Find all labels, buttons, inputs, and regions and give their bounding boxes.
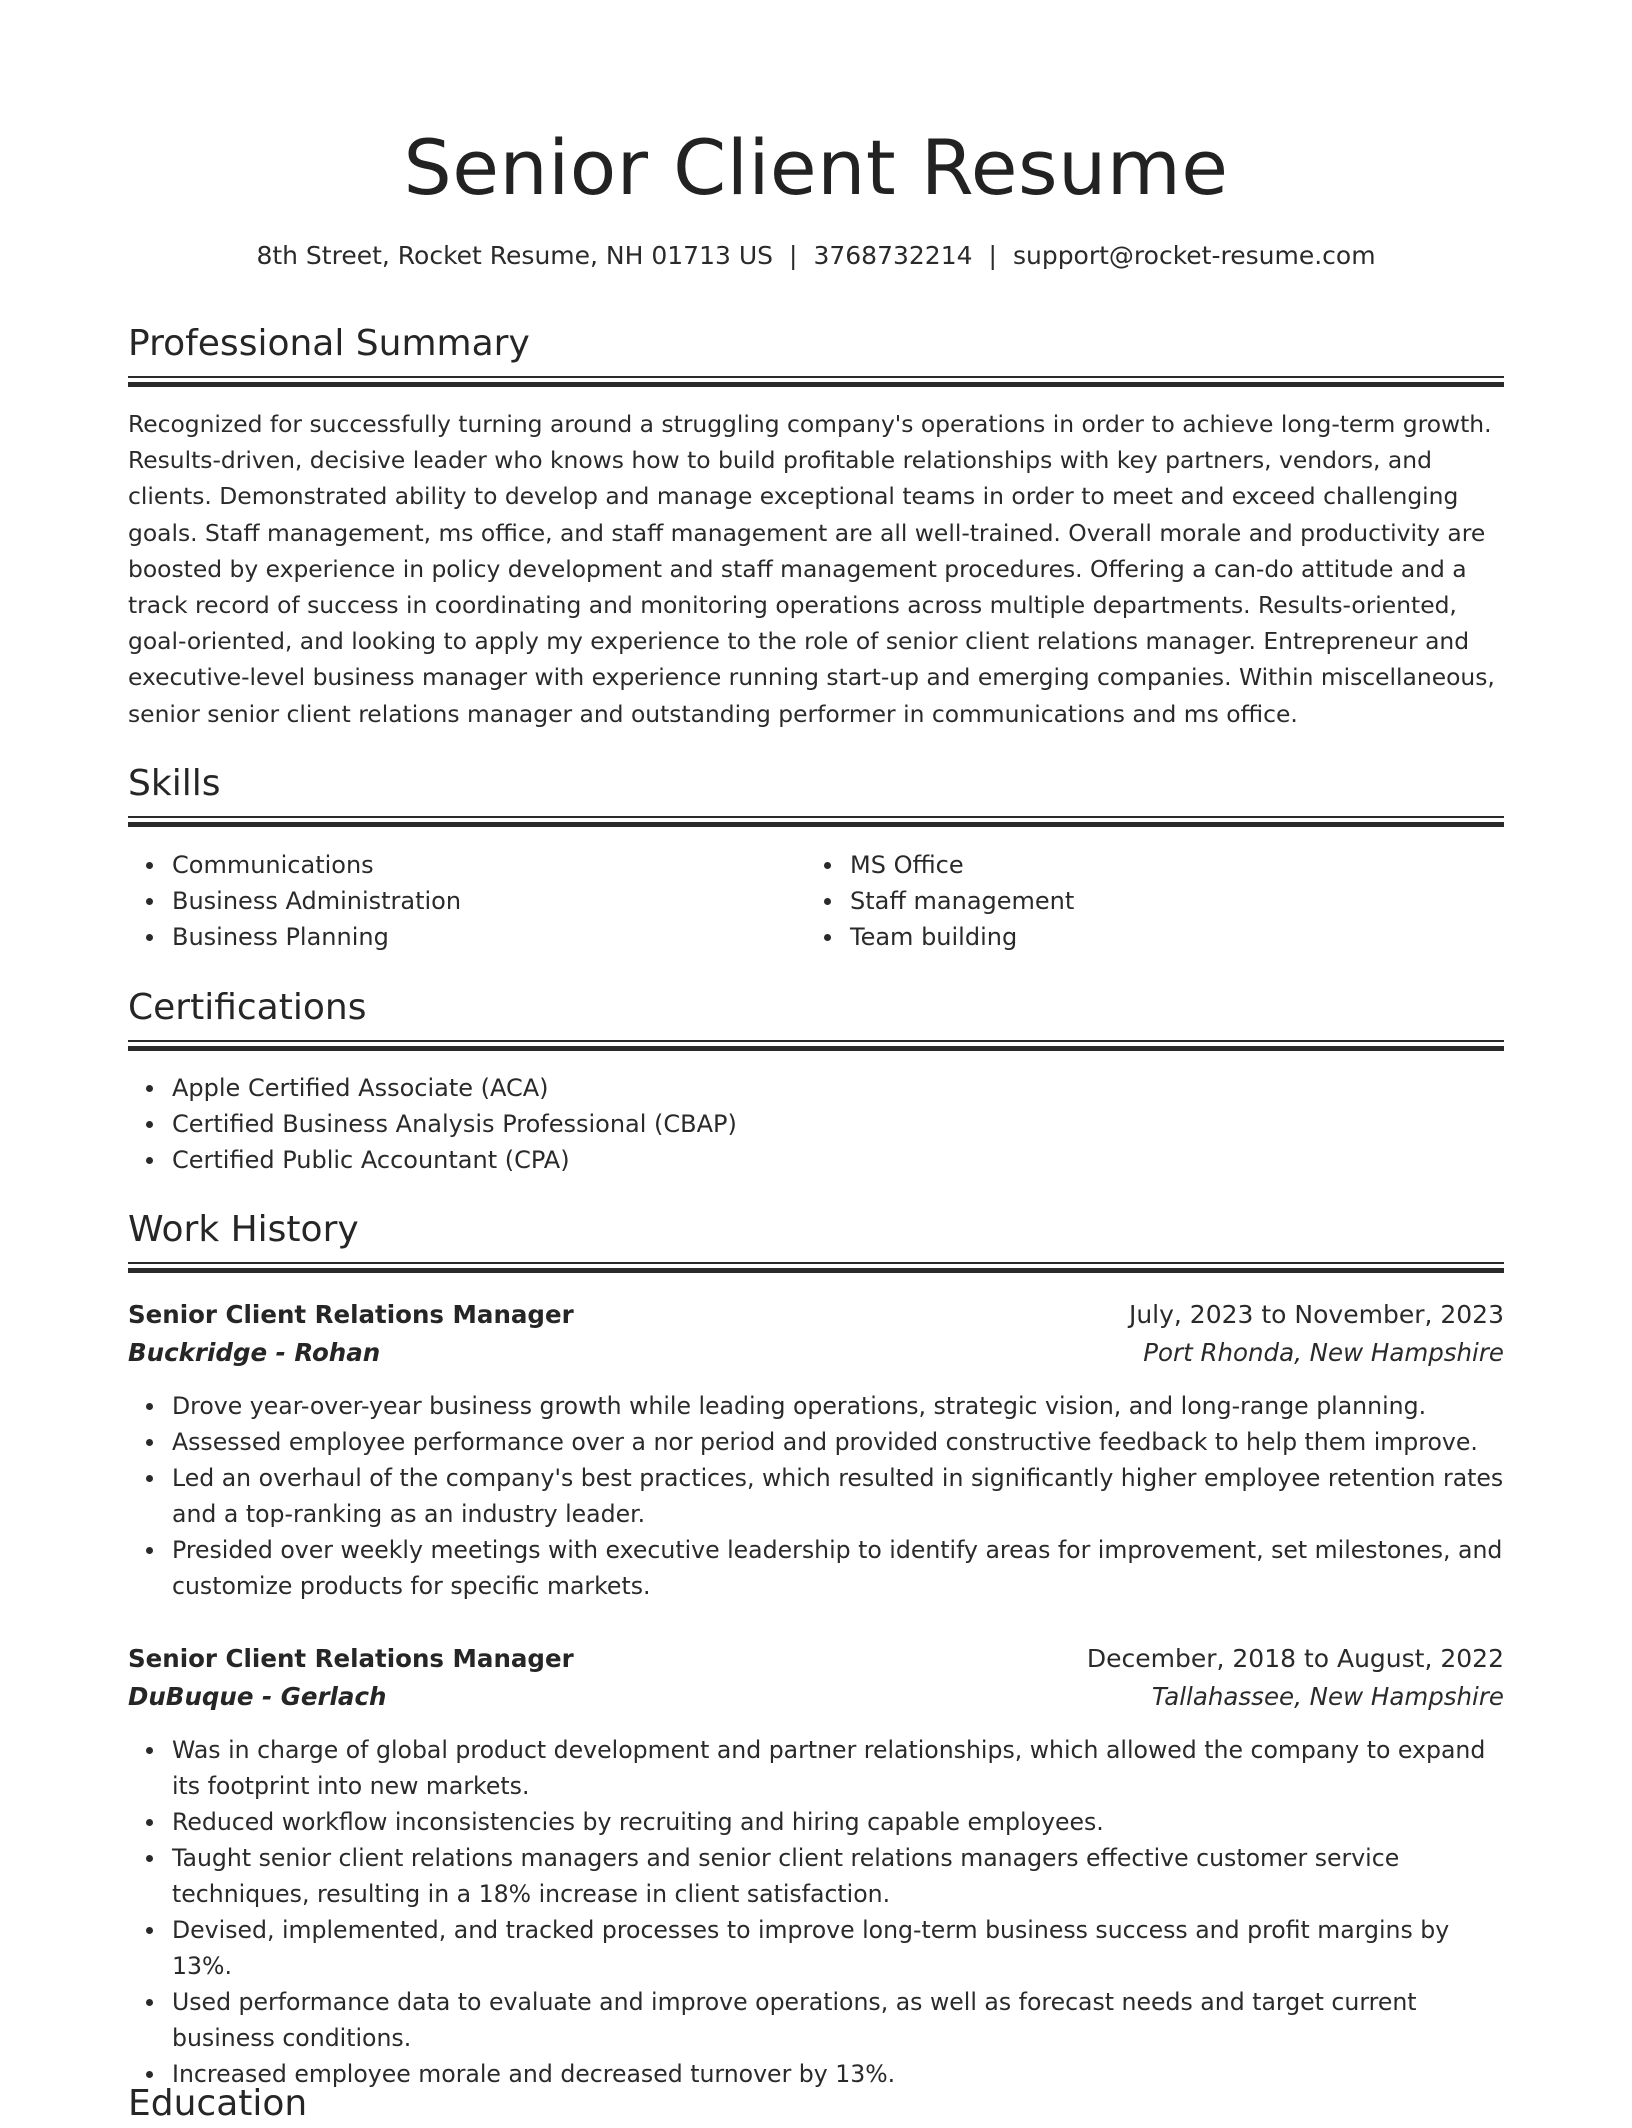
job-header bbox=[128, 1640, 1504, 1678]
skill-item: Staff management bbox=[850, 883, 1490, 919]
job-dates: July, 2023 to November, 2023 bbox=[1128, 1300, 1504, 1329]
section-divider bbox=[128, 1040, 1504, 1052]
job-location: Tallahassee, New Hampshire bbox=[1151, 1682, 1504, 1711]
resume-title: Senior Client Resume bbox=[403, 123, 1229, 212]
job-title: Senior Client Relations Manager bbox=[128, 1644, 574, 1673]
summary-text: Recognized for successfully turning around a struggling company's operations in order to achieve long-term growth. Results-driven, decisive leader who knows how to build profitable relationships with key partners, vendors, and clients. Demonstrated ability to develop and manage exceptional teams in order to meet and exceed challenging goals. Staff management, ms office, and staff management are all well-trained. Overall morale and productivity are boosted by experience in policy development and staff management procedures. Offering a can-do attitude and a track record of success in coordinating and monitoring operations across multiple departments. Results-oriented, goal-oriented, and looking to apply my experience to the role of senior client relations manager. Entrepreneur and executive-level business manager with experience running start-up and emerging companies. Within miscellaneous, senior senior client relations manager and outstanding performer in communications and ms office. bbox=[128, 410, 1495, 728]
job-company: DuBuque - Gerlach bbox=[128, 1682, 387, 1711]
section-title-summary: Professional Summary bbox=[128, 323, 530, 364]
contact-separator: | bbox=[789, 241, 798, 270]
contact-email[interactable]: support@rocket-resume.com bbox=[1012, 241, 1376, 270]
contact-separator: | bbox=[988, 241, 997, 270]
job-bullet: Drove year-over-year business growth while leading operations, strategic vision, and long-range planning. bbox=[172, 1388, 1504, 1424]
section-title-work-history: Work History bbox=[128, 1209, 359, 1250]
contact-address: 8th Street, Rocket Resume, NH 01713 US bbox=[256, 241, 774, 270]
job-header bbox=[128, 1296, 1504, 1334]
job-subheader bbox=[128, 1678, 1504, 1716]
job-bullet: Devised, implemented, and tracked processes to improve long-term business success and profit margins by 13%. bbox=[172, 1912, 1504, 1984]
skills-list-right bbox=[806, 847, 1490, 955]
skill-item: Business Administration bbox=[172, 883, 792, 919]
job-bullet: Assessed employee performance over a nor period and provided constructive feedback to help them improve. bbox=[172, 1424, 1504, 1460]
certification-item: Certified Public Accountant (CPA) bbox=[172, 1142, 1504, 1178]
section-divider bbox=[128, 816, 1504, 828]
job-company: Buckridge - Rohan bbox=[128, 1338, 381, 1367]
job-location: Port Rhonda, New Hampshire bbox=[1143, 1338, 1504, 1367]
job-bullet: Presided over weekly meetings with executive leadership to identify areas for improvement, set milestones, and customize products for specific markets. bbox=[172, 1532, 1504, 1604]
job-title: Senior Client Relations Manager bbox=[128, 1300, 574, 1329]
contact-phone: 3768732214 bbox=[813, 241, 973, 270]
job-bullets bbox=[128, 1388, 1504, 1604]
resume-page bbox=[128, 0, 1504, 2124]
section-title-certifications: Certifications bbox=[128, 987, 367, 1028]
skill-item: Communications bbox=[172, 847, 792, 883]
skill-item: MS Office bbox=[850, 847, 1490, 883]
section-title-skills: Skills bbox=[128, 763, 221, 804]
certification-item: Apple Certified Associate (ACA) bbox=[172, 1070, 1504, 1106]
job-bullet: Reduced workflow inconsistencies by recruiting and hiring capable employees. bbox=[172, 1804, 1504, 1840]
job-bullet: Was in charge of global product development and partner relationships, which allowed the company to expand its footprint into new markets. bbox=[172, 1732, 1504, 1804]
contact-line bbox=[128, 238, 1504, 274]
skill-item: Business Planning bbox=[172, 919, 792, 955]
section-divider bbox=[128, 376, 1504, 388]
section-title-education: Education bbox=[128, 2083, 308, 2124]
job-bullet: Used performance data to evaluate and improve operations, as well as forecast needs and target current business conditions. bbox=[172, 1984, 1504, 2056]
certifications-list bbox=[128, 1070, 1504, 1178]
job-subheader bbox=[128, 1334, 1504, 1372]
section-divider bbox=[128, 1262, 1504, 1274]
job-bullet: Taught senior client relations managers and senior client relations managers effective customer service techniques, resulting in a 18% increase in client satisfaction. bbox=[172, 1840, 1504, 1912]
job-bullets bbox=[128, 1732, 1504, 2092]
job-bullet: Increased employee morale and decreased turnover by 13%. bbox=[172, 2056, 1504, 2092]
job-bullet: Led an overhaul of the company's best practices, which resulted in significantly higher employee retention rates and a top-ranking as an industry leader. bbox=[172, 1460, 1504, 1532]
skills-list-left bbox=[128, 847, 792, 955]
skill-item: Team building bbox=[850, 919, 1490, 955]
job-dates: December, 2018 to August, 2022 bbox=[1086, 1644, 1504, 1673]
certification-item: Certified Business Analysis Professional (CBAP) bbox=[172, 1106, 1504, 1142]
